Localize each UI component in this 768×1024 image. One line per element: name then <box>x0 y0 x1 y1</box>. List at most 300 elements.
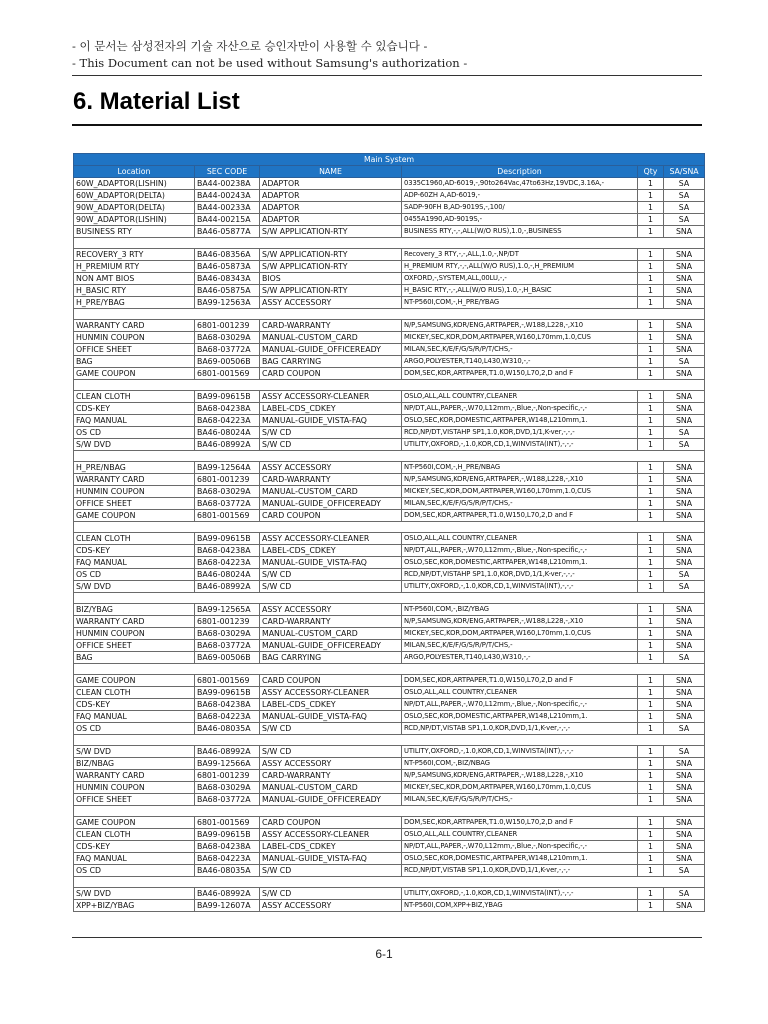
cell-location: H_PRE/NBAG <box>74 462 195 474</box>
cell-sa-sna: SNA <box>664 332 705 344</box>
cell-sa-sna: SNA <box>664 344 705 356</box>
cell-qty: 1 <box>638 569 664 581</box>
group-spacer <box>74 451 705 462</box>
table-row <box>74 249 705 261</box>
cell-sa-sna: SNA <box>664 604 705 616</box>
cell-description: NT-P560I,COM,XPP+BIZ,YBAG <box>402 900 638 912</box>
cell-qty: 1 <box>638 900 664 912</box>
table-row <box>74 865 705 877</box>
cell-description: OSLO,ALL,ALL COUNTRY,CLEANER <box>402 533 638 545</box>
cell-location: BIZ/NBAG <box>74 758 195 770</box>
cell-qty: 1 <box>638 415 664 427</box>
cell-qty: 1 <box>638 746 664 758</box>
cell-qty: 1 <box>638 368 664 380</box>
cell-name: S/W APPLICATION-RTY <box>260 261 402 273</box>
cell-description: MILAN,SEC,K/E/F/G/S/R/P/T/CHS,- <box>402 498 638 510</box>
group-spacer-row <box>74 664 705 675</box>
group-spacer <box>74 593 705 604</box>
cell-sa-sna: SA <box>664 427 705 439</box>
cell-name: MANUAL-GUIDE_VISTA-FAQ <box>260 711 402 723</box>
cell-qty: 1 <box>638 557 664 569</box>
cell-qty: 1 <box>638 628 664 640</box>
cell-sec-code: BA99-09615B <box>195 687 260 699</box>
cell-qty: 1 <box>638 226 664 238</box>
cell-name: MANUAL-GUIDE_VISTA-FAQ <box>260 853 402 865</box>
cell-name: MANUAL-GUIDE_OFFICEREADY <box>260 344 402 356</box>
table-row <box>74 829 705 841</box>
table-row <box>74 628 705 640</box>
table-row <box>74 817 705 829</box>
cell-location: WARRANTY CARD <box>74 474 195 486</box>
cell-name: LABEL-CDS_CDKEY <box>260 545 402 557</box>
cell-qty: 1 <box>638 403 664 415</box>
cell-sa-sna: SNA <box>664 675 705 687</box>
cell-qty: 1 <box>638 616 664 628</box>
table-row <box>74 545 705 557</box>
cell-name: ASSY ACCESSORY-CLEANER <box>260 687 402 699</box>
cell-description: ADP-60ZH A,AD-6019,- <box>402 190 638 202</box>
cell-sec-code: BA46-08992A <box>195 439 260 451</box>
cell-sec-code: BA68-03772A <box>195 794 260 806</box>
cell-sa-sna: SA <box>664 581 705 593</box>
cell-description: Recovery_3 RTY,-,-,ALL,1.0,-,NP/DT <box>402 249 638 261</box>
table-row <box>74 533 705 545</box>
cell-sec-code: BA68-03772A <box>195 498 260 510</box>
cell-sec-code: BA68-03029A <box>195 486 260 498</box>
title-underline <box>72 124 702 126</box>
cell-description: OSLO,SEC,KOR,DOMESTIC,ARTPAPER,W148,L210mm,1. <box>402 853 638 865</box>
table-row <box>74 273 705 285</box>
table-row <box>74 510 705 522</box>
cell-name: CARD-WARRANTY <box>260 474 402 486</box>
table-row <box>74 202 705 214</box>
table-row <box>74 557 705 569</box>
footer-divider <box>72 937 702 938</box>
cell-location: BUSINESS RTY <box>74 226 195 238</box>
cell-name: ADAPTOR <box>260 178 402 190</box>
cell-name: BAG CARRYING <box>260 652 402 664</box>
cell-location: S/W DVD <box>74 888 195 900</box>
cell-location: H_BASIC RTY <box>74 285 195 297</box>
cell-qty: 1 <box>638 545 664 557</box>
cell-description: OSLO,SEC,KOR,DOMESTIC,ARTPAPER,W148,L210mm,1. <box>402 557 638 569</box>
cell-sec-code: BA46-05875A <box>195 285 260 297</box>
cell-sec-code: BA99-09615B <box>195 391 260 403</box>
cell-qty: 1 <box>638 320 664 332</box>
cell-qty: 1 <box>638 474 664 486</box>
cell-location: CDS-KEY <box>74 841 195 853</box>
cell-location: CDS-KEY <box>74 699 195 711</box>
cell-sec-code: 6801-001239 <box>195 770 260 782</box>
cell-name: S/W APPLICATION-RTY <box>260 285 402 297</box>
cell-location: GAME COUPON <box>74 675 195 687</box>
cell-sa-sna: SA <box>664 178 705 190</box>
table-row <box>74 356 705 368</box>
cell-sa-sna: SNA <box>664 320 705 332</box>
table-row <box>74 675 705 687</box>
cell-qty: 1 <box>638 675 664 687</box>
cell-description: N/P,SAMSUNG,KOR/ENG,ARTPAPER,-,W188,L228,-,X10 <box>402 616 638 628</box>
cell-sec-code: 6801-001569 <box>195 510 260 522</box>
cell-sec-code: 6801-001569 <box>195 817 260 829</box>
cell-sa-sna: SA <box>664 723 705 735</box>
cell-sec-code: BA46-05877A <box>195 226 260 238</box>
cell-name: S/W CD <box>260 865 402 877</box>
cell-description: NT-P560I,COM,-,BIZ/NBAG <box>402 758 638 770</box>
cell-description: SADP-90FH B,AD-9019S,-,100/ <box>402 202 638 214</box>
cell-sec-code: BA99-09615B <box>195 533 260 545</box>
table-row <box>74 320 705 332</box>
cell-location: 60W_ADAPTOR(DELTA) <box>74 190 195 202</box>
group-spacer-row <box>74 735 705 746</box>
cell-name: ASSY ACCESSORY-CLEANER <box>260 391 402 403</box>
cell-description: MILAN,SEC,K/E/F/G/S/R/P/T/CHS,- <box>402 344 638 356</box>
cell-qty: 1 <box>638 841 664 853</box>
cell-sa-sna: SA <box>664 356 705 368</box>
table-row <box>74 604 705 616</box>
table-row <box>74 794 705 806</box>
cell-description: RCD,NP/DT,VISTAB SP1,1.0,KOR,DVD,1/1,K-ver,-,-,- <box>402 865 638 877</box>
table-row <box>74 178 705 190</box>
cell-description: MILAN,SEC,K/E/F/G/S/R/P/T/CHS,- <box>402 794 638 806</box>
table-row <box>74 900 705 912</box>
cell-location: HUNMIN COUPON <box>74 486 195 498</box>
cell-qty: 1 <box>638 427 664 439</box>
cell-location: FAQ MANUAL <box>74 557 195 569</box>
cell-description: OSLO,ALL,ALL COUNTRY,CLEANER <box>402 687 638 699</box>
cell-location: S/W DVD <box>74 581 195 593</box>
cell-qty: 1 <box>638 723 664 735</box>
cell-sec-code: BA44-00238A <box>195 178 260 190</box>
cell-sec-code: BA68-04238A <box>195 403 260 415</box>
cell-location: OFFICE SHEET <box>74 640 195 652</box>
cell-sec-code: BA68-04238A <box>195 699 260 711</box>
cell-description: UTILITY,OXFORD,-,1.0,KOR,CD,1,WINVISTA(INT),-,-,- <box>402 888 638 900</box>
cell-qty: 1 <box>638 249 664 261</box>
cell-description: ARGO,POLYESTER,T140,L430,W310,-,- <box>402 356 638 368</box>
column-header-location: Location <box>74 166 195 178</box>
cell-sa-sna: SNA <box>664 616 705 628</box>
table-row <box>74 652 705 664</box>
table-row <box>74 439 705 451</box>
cell-qty: 1 <box>638 652 664 664</box>
cell-name: MANUAL-GUIDE_OFFICEREADY <box>260 498 402 510</box>
cell-description: MICKEY,SEC,KOR,DOM,ARTPAPER,W160,L70mm,1.0,CUS <box>402 628 638 640</box>
cell-location: GAME COUPON <box>74 510 195 522</box>
cell-name: MANUAL-GUIDE_OFFICEREADY <box>260 640 402 652</box>
cell-name: ADAPTOR <box>260 202 402 214</box>
cell-qty: 1 <box>638 758 664 770</box>
cell-qty: 1 <box>638 711 664 723</box>
cell-description: OSLO,SEC,KOR,DOMESTIC,ARTPAPER,W148,L210mm,1. <box>402 415 638 427</box>
cell-description: UTILITY,OXFORD,-,1.0,KOR,CD,1,WINVISTA(INT),-,-,- <box>402 581 638 593</box>
cell-description: DOM,SEC,KOR,ARTPAPER,T1.0,W150,L70,2,D and F <box>402 675 638 687</box>
cell-sec-code: BA99-12565A <box>195 604 260 616</box>
cell-location: WARRANTY CARD <box>74 320 195 332</box>
cell-qty: 1 <box>638 640 664 652</box>
cell-sa-sna: SNA <box>664 545 705 557</box>
group-spacer <box>74 735 705 746</box>
section-header-row <box>74 154 705 166</box>
cell-description: NT-P560I,COM,-,BIZ/YBAG <box>402 604 638 616</box>
cell-location: RECOVERY_3 RTY <box>74 249 195 261</box>
cell-name: MANUAL-GUIDE_VISTA-FAQ <box>260 557 402 569</box>
cell-description: NP/DT,ALL,PAPER,-,W70,L12mm,-,Blue,-,Non-specific,-,- <box>402 699 638 711</box>
table-row <box>74 261 705 273</box>
cell-name: S/W CD <box>260 723 402 735</box>
cell-sa-sna: SNA <box>664 368 705 380</box>
cell-name: MANUAL-CUSTOM_CARD <box>260 782 402 794</box>
cell-qty: 1 <box>638 261 664 273</box>
cell-sa-sna: SNA <box>664 498 705 510</box>
cell-sec-code: BA46-08992A <box>195 888 260 900</box>
column-header-description: Description <box>402 166 638 178</box>
cell-location: HUNMIN COUPON <box>74 782 195 794</box>
table-row <box>74 391 705 403</box>
cell-description: OSLO,ALL,ALL COUNTRY,CLEANER <box>402 391 638 403</box>
cell-qty: 1 <box>638 782 664 794</box>
cell-qty: 1 <box>638 604 664 616</box>
cell-description: DOM,SEC,KOR,ARTPAPER,T1.0,W150,L70,2,D and F <box>402 817 638 829</box>
cell-name: ASSY ACCESSORY <box>260 758 402 770</box>
cell-name: CARD COUPON <box>260 675 402 687</box>
cell-sec-code: BA44-00215A <box>195 214 260 226</box>
cell-name: ASSY ACCESSORY <box>260 900 402 912</box>
cell-sa-sna: SA <box>664 652 705 664</box>
cell-name: BAG CARRYING <box>260 356 402 368</box>
cell-qty: 1 <box>638 344 664 356</box>
cell-description: N/P,SAMSUNG,KOR/ENG,ARTPAPER,-,W188,L228,-,X10 <box>402 770 638 782</box>
cell-description: 0335C1960,AD-6019,-,90to264Vac,47to63Hz,19VDC,3.16A,- <box>402 178 638 190</box>
cell-description: UTILITY,OXFORD,-,1.0,KOR,CD,1,WINVISTA(INT),-,-,- <box>402 439 638 451</box>
cell-description: ARGO,POLYESTER,T140,L430,W310,-,- <box>402 652 638 664</box>
column-header-sa-sna: SA/SNA <box>664 166 705 178</box>
page-number: 6-1 <box>375 947 393 961</box>
cell-qty: 1 <box>638 888 664 900</box>
cell-sa-sna: SNA <box>664 758 705 770</box>
material-list-table <box>73 153 704 912</box>
column-header-sec-code: SEC CODE <box>195 166 260 178</box>
cell-sa-sna: SA <box>664 865 705 877</box>
cell-sa-sna: SNA <box>664 510 705 522</box>
cell-sec-code: BA68-04238A <box>195 545 260 557</box>
cell-name: LABEL-CDS_CDKEY <box>260 699 402 711</box>
cell-qty: 1 <box>638 439 664 451</box>
cell-description: N/P,SAMSUNG,KOR/ENG,ARTPAPER,-,W188,L228,-,X10 <box>402 474 638 486</box>
cell-sa-sna: SNA <box>664 817 705 829</box>
cell-qty: 1 <box>638 356 664 368</box>
cell-sec-code: BA46-08035A <box>195 865 260 877</box>
cell-sa-sna: SNA <box>664 297 705 309</box>
cell-location: OS CD <box>74 427 195 439</box>
cell-sa-sna: SNA <box>664 486 705 498</box>
cell-sec-code: BA68-03029A <box>195 332 260 344</box>
cell-description: UTILITY,OXFORD,-,1.0,KOR,CD,1,WINVISTA(INT),-,-,- <box>402 746 638 758</box>
cell-location: HUNMIN COUPON <box>74 628 195 640</box>
cell-sec-code: BA68-03029A <box>195 782 260 794</box>
cell-sa-sna: SNA <box>664 829 705 841</box>
table-row <box>74 285 705 297</box>
cell-sa-sna: SNA <box>664 699 705 711</box>
cell-description: NT-P560I,COM,-,H_PRE/YBAG <box>402 297 638 309</box>
table-row <box>74 758 705 770</box>
cell-name: S/W CD <box>260 581 402 593</box>
group-spacer <box>74 309 705 320</box>
table-row <box>74 699 705 711</box>
cell-sa-sna: SA <box>664 190 705 202</box>
cell-sec-code: BA68-03772A <box>195 344 260 356</box>
cell-qty: 1 <box>638 865 664 877</box>
cell-qty: 1 <box>638 486 664 498</box>
group-spacer-row <box>74 380 705 391</box>
cell-location: NON AMT BIOS <box>74 273 195 285</box>
cell-location: FAQ MANUAL <box>74 853 195 865</box>
cell-description: DOM,SEC,KOR,ARTPAPER,T1.0,W150,L70,2,D and F <box>402 368 638 380</box>
cell-qty: 1 <box>638 853 664 865</box>
cell-location: OFFICE SHEET <box>74 498 195 510</box>
cell-name: MANUAL-CUSTOM_CARD <box>260 628 402 640</box>
cell-qty: 1 <box>638 770 664 782</box>
cell-description: RCD,NP/DT,VISTAHP SP1,1.0,KOR,DVD,1/1,K-ver,-,-,- <box>402 427 638 439</box>
table-row <box>74 368 705 380</box>
cell-location: CLEAN CLOTH <box>74 687 195 699</box>
group-spacer-row <box>74 522 705 533</box>
cell-description: RCD,NP/DT,VISTAHP SP1,1.0,KOR,DVD,1/1,K-ver,-,-,- <box>402 569 638 581</box>
table-row <box>74 581 705 593</box>
cell-sa-sna: SNA <box>664 249 705 261</box>
table-row <box>74 888 705 900</box>
cell-description: H_PREMIUM RTY,-,-,ALL(W/O RUS),1.0,-,H_PREMIUM <box>402 261 638 273</box>
cell-sec-code: BA46-08343A <box>195 273 260 285</box>
cell-sa-sna: SA <box>664 569 705 581</box>
cell-sec-code: BA69-00506B <box>195 356 260 368</box>
cell-name: BIOS <box>260 273 402 285</box>
cell-sec-code: BA99-09615B <box>195 829 260 841</box>
cell-sa-sna: SNA <box>664 841 705 853</box>
cell-location: CDS-KEY <box>74 545 195 557</box>
cell-name: CARD-WARRANTY <box>260 616 402 628</box>
cell-sa-sna: SNA <box>664 782 705 794</box>
cell-qty: 1 <box>638 297 664 309</box>
cell-location: GAME COUPON <box>74 368 195 380</box>
cell-sec-code: BA99-12607A <box>195 900 260 912</box>
group-spacer-row <box>74 309 705 320</box>
table-row <box>74 344 705 356</box>
table-row <box>74 427 705 439</box>
cell-qty: 1 <box>638 510 664 522</box>
cell-name: MANUAL-GUIDE_VISTA-FAQ <box>260 415 402 427</box>
cell-description: RCD,NP/DT,VISTAB SP1,1.0,KOR,DVD,1/1,K-ver,-,-,- <box>402 723 638 735</box>
cell-name: MANUAL-GUIDE_OFFICEREADY <box>260 794 402 806</box>
cell-sa-sna: SNA <box>664 770 705 782</box>
cell-qty: 1 <box>638 190 664 202</box>
cell-name: ASSY ACCESSORY-CLEANER <box>260 829 402 841</box>
page-title: 6. Material List <box>73 88 240 115</box>
cell-name: S/W APPLICATION-RTY <box>260 249 402 261</box>
table-row <box>74 770 705 782</box>
cell-location: CLEAN CLOTH <box>74 391 195 403</box>
cell-sa-sna: SNA <box>664 285 705 297</box>
table-row <box>74 616 705 628</box>
cell-qty: 1 <box>638 462 664 474</box>
cell-description: MILAN,SEC,K/E/F/G/S/R/P/T/CHS,- <box>402 640 638 652</box>
cell-qty: 1 <box>638 498 664 510</box>
cell-location: OFFICE SHEET <box>74 794 195 806</box>
table-row <box>74 486 705 498</box>
cell-location: GAME COUPON <box>74 817 195 829</box>
cell-location: BAG <box>74 356 195 368</box>
cell-name: S/W CD <box>260 569 402 581</box>
cell-sec-code: 6801-001239 <box>195 616 260 628</box>
cell-name: CARD COUPON <box>260 368 402 380</box>
cell-location: OFFICE SHEET <box>74 344 195 356</box>
cell-location: WARRANTY CARD <box>74 616 195 628</box>
cell-location: BIZ/YBAG <box>74 604 195 616</box>
table-row <box>74 640 705 652</box>
cell-location: CLEAN CLOTH <box>74 829 195 841</box>
group-spacer-row <box>74 451 705 462</box>
cell-sec-code: BA68-04223A <box>195 711 260 723</box>
cell-qty: 1 <box>638 332 664 344</box>
cell-description: OSLO,SEC,KOR,DOMESTIC,ARTPAPER,W148,L210mm,1. <box>402 711 638 723</box>
cell-sec-code: 6801-001569 <box>195 368 260 380</box>
cell-sa-sna: SNA <box>664 273 705 285</box>
cell-sec-code: BA46-08356A <box>195 249 260 261</box>
cell-location: 90W_ADAPTOR(DELTA) <box>74 202 195 214</box>
cell-location: H_PRE/YBAG <box>74 297 195 309</box>
cell-location: OS CD <box>74 723 195 735</box>
table-row <box>74 687 705 699</box>
group-spacer-row <box>74 593 705 604</box>
cell-sa-sna: SNA <box>664 853 705 865</box>
cell-sa-sna: SNA <box>664 900 705 912</box>
cell-description: BUSINESS RTY,-,-,ALL(W/O RUS),1.0,-,BUSINESS <box>402 226 638 238</box>
cell-sa-sna: SNA <box>664 403 705 415</box>
cell-sec-code: 6801-001569 <box>195 675 260 687</box>
cell-location: S/W DVD <box>74 746 195 758</box>
cell-sa-sna: SA <box>664 214 705 226</box>
table-body <box>74 178 705 912</box>
group-spacer-row <box>74 806 705 817</box>
cell-sa-sna: SNA <box>664 640 705 652</box>
cell-description: NT-P560I,COM,-,H_PRE/NBAG <box>402 462 638 474</box>
english-confidential-notice: - This Document can not be used without Samsung's authorization - <box>72 56 468 70</box>
cell-description: N/P,SAMSUNG,KOR/ENG,ARTPAPER,-,W188,L228,-,X10 <box>402 320 638 332</box>
cell-location: 90W_ADAPTOR(LISHIN) <box>74 214 195 226</box>
cell-sec-code: BA99-12566A <box>195 758 260 770</box>
cell-location: 60W_ADAPTOR(LISHIN) <box>74 178 195 190</box>
cell-name: CARD-WARRANTY <box>260 770 402 782</box>
cell-sec-code: BA68-03029A <box>195 628 260 640</box>
cell-sec-code: BA68-04223A <box>195 415 260 427</box>
cell-location: H_PREMIUM RTY <box>74 261 195 273</box>
korean-confidential-notice: - 이 문서는 삼성전자의 기술 자산으로 승인자만이 사용할 수 있습니다 - <box>72 39 428 53</box>
cell-sa-sna: SA <box>664 439 705 451</box>
cell-sec-code: BA44-00243A <box>195 190 260 202</box>
cell-name: MANUAL-CUSTOM_CARD <box>260 332 402 344</box>
cell-name: ASSY ACCESSORY <box>260 462 402 474</box>
group-spacer-row <box>74 877 705 888</box>
cell-sa-sna: SNA <box>664 226 705 238</box>
cell-sec-code: BA68-03772A <box>195 640 260 652</box>
table-row <box>74 498 705 510</box>
cell-sa-sna: SNA <box>664 557 705 569</box>
cell-description: MICKEY,SEC,KOR,DOM,ARTPAPER,W160,L70mm,1.0,CUS <box>402 486 638 498</box>
cell-qty: 1 <box>638 214 664 226</box>
column-header-name: NAME <box>260 166 402 178</box>
cell-sec-code: BA99-12564A <box>195 462 260 474</box>
cell-name: S/W CD <box>260 427 402 439</box>
